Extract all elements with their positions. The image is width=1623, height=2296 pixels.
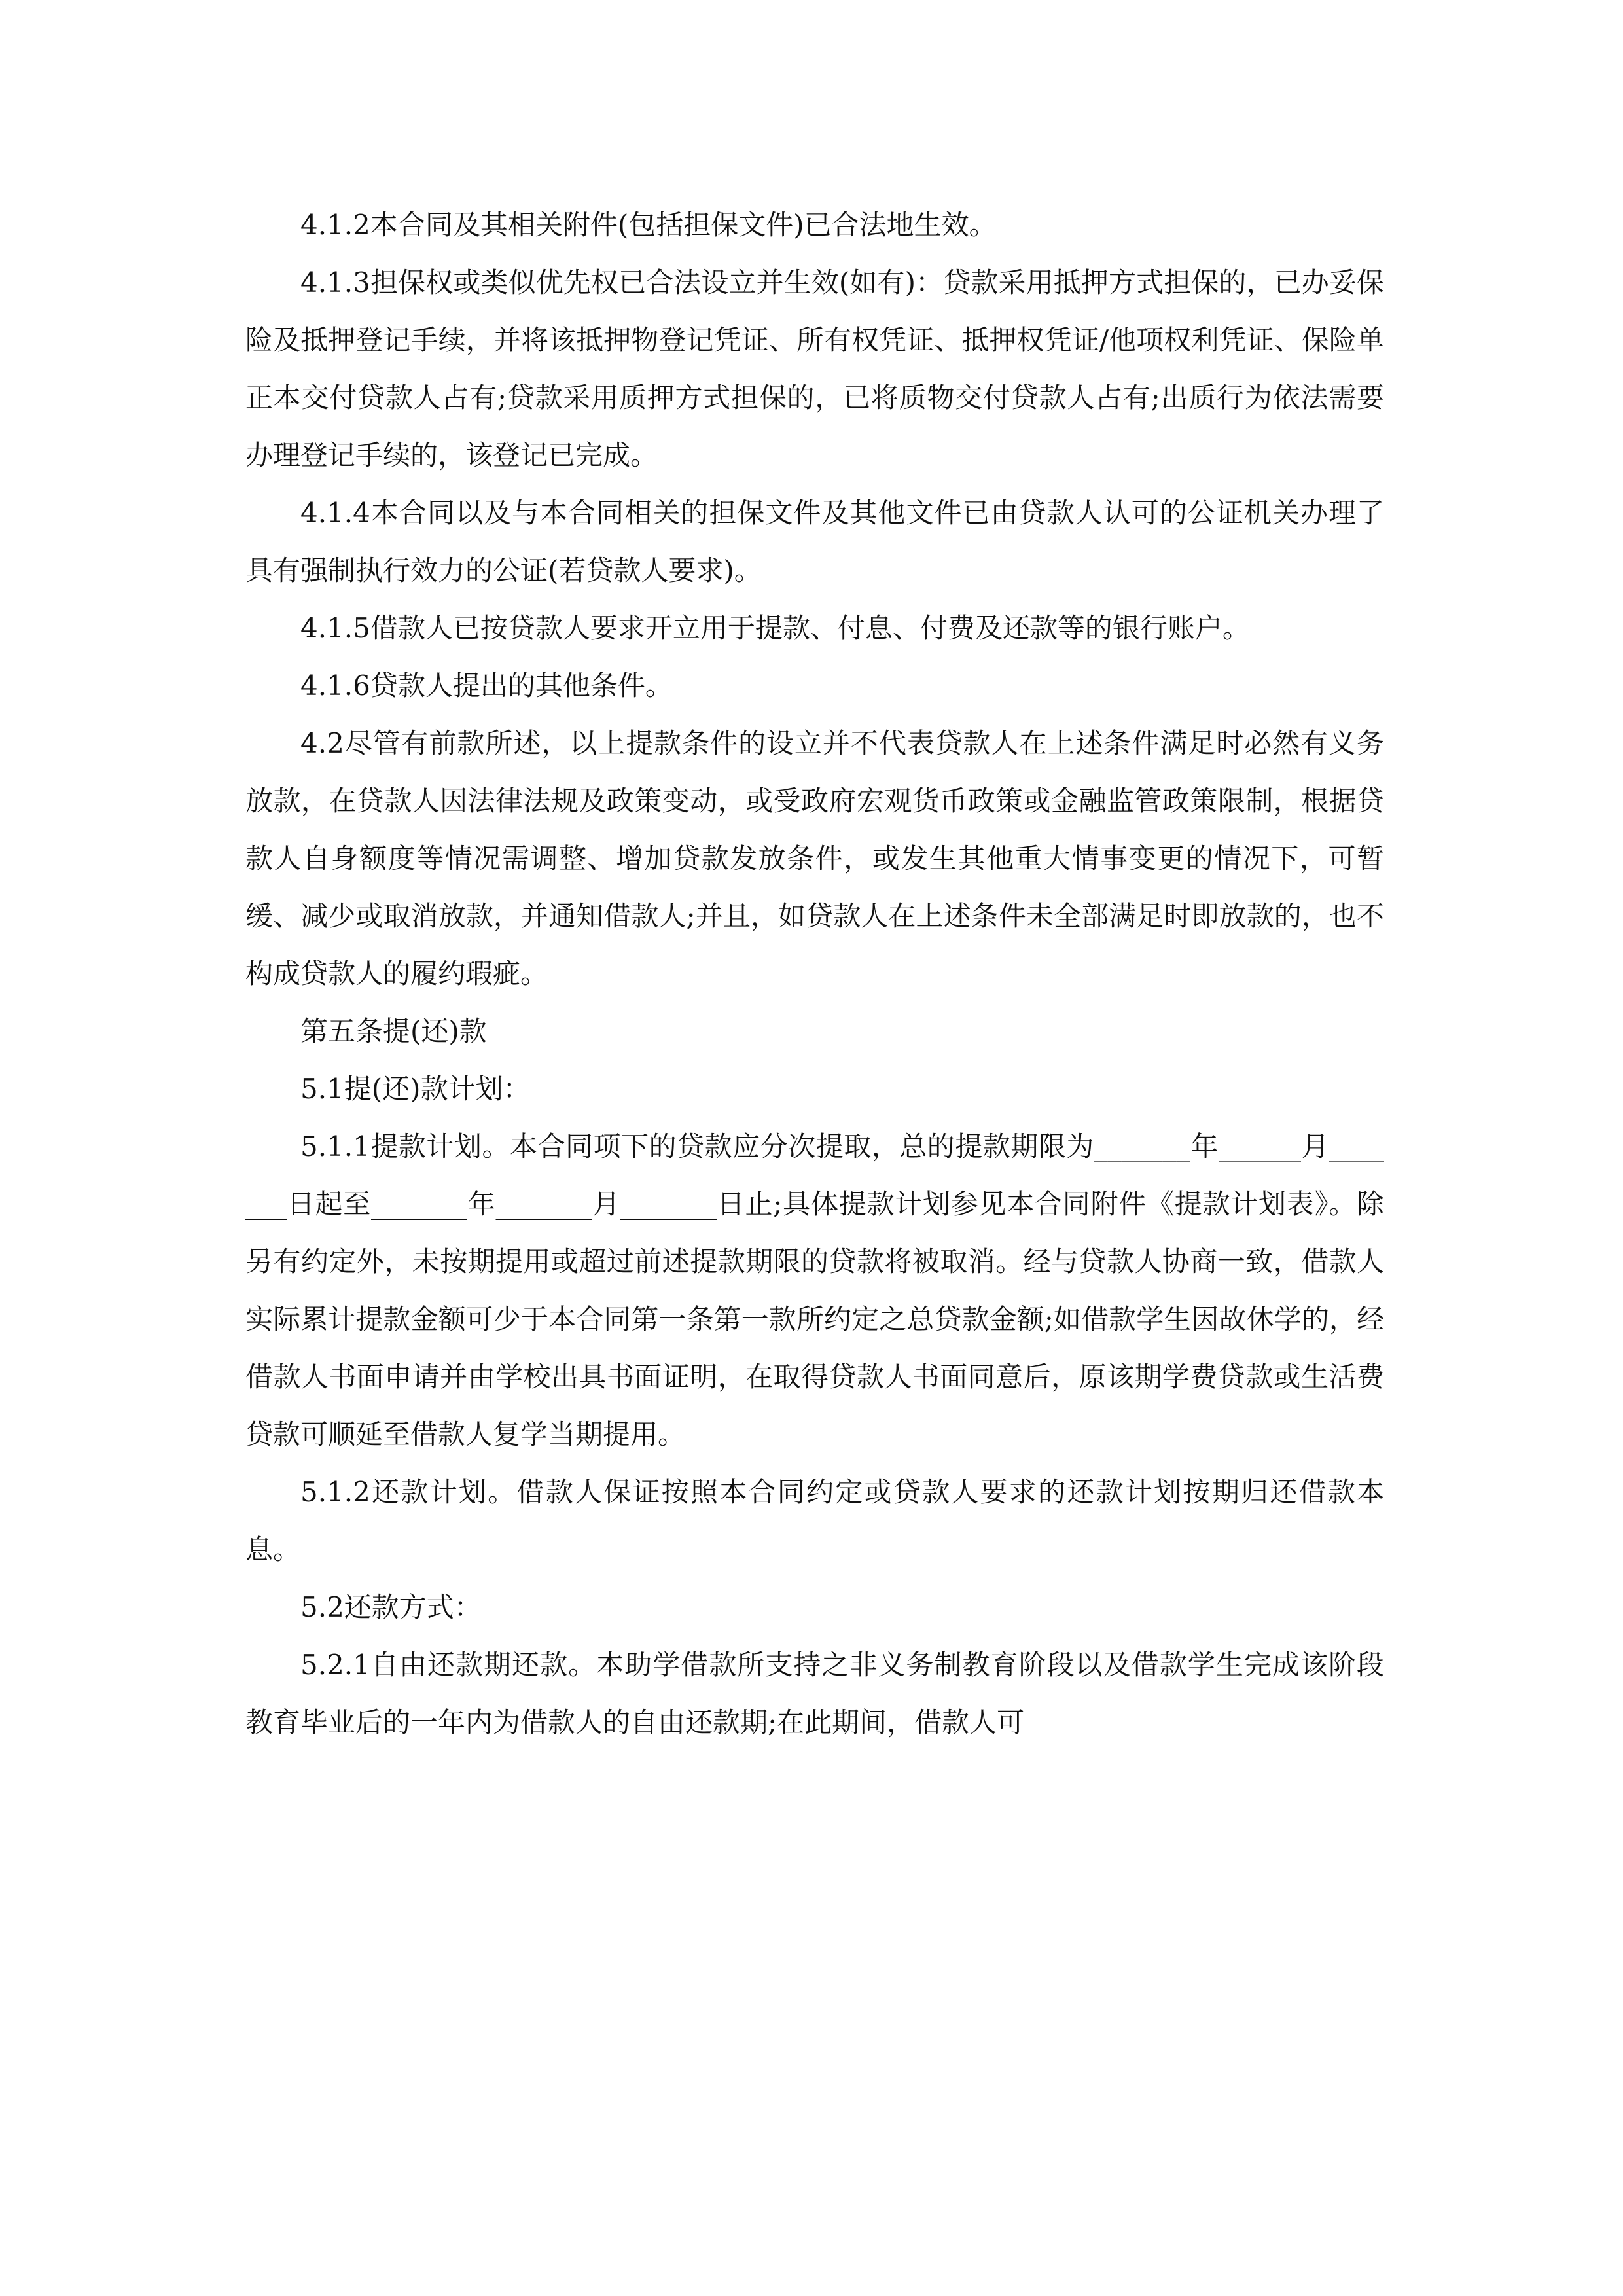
clause-5-1-2: 5.1.2还款计划。借款人保证按照本合同约定或贷款人要求的还款计划按期归还借款本息。: [245, 1476, 1384, 1566]
clause-5-2-1: 5.2.1自由还款期还款。本助学借款所支持之非义务制教育阶段以及借款学生完成该阶段教育毕业后的一年内为借款人的自由还款期;在此期间，借款人可: [245, 1649, 1384, 1738]
clause-4-1-5: 4.1.5借款人已按贷款人要求开立用于提款、付息、付费及还款等的银行账户。: [300, 612, 1250, 644]
clause-5-2: 5.2还款方式：: [300, 1591, 482, 1623]
clause-5-1: 5.1提(还)款计划：: [300, 1073, 531, 1105]
document-body: [245, 196, 1384, 1751]
article-5-heading: 第五条提(还)款: [300, 1015, 487, 1047]
clause-4-1-2: 4.1.2本合同及其相关附件(包括担保文件)已合法地生效。: [300, 209, 997, 241]
clause-4-1-3: 4.1.3担保权或类似优先权已合法设立并生效(如有)：贷款采用抵押方式担保的，已办妥保险及抵押登记手续，并将该抵押物登记凭证、所有权凭证、抵押权凭证/他项权利凭证、保险单正本交付贷款人占有;贷款采用质押方式担保的，已将质物交付贷款人占有;出质行为依法需要办理登记手续的，该登记已完成。: [245, 266, 1384, 471]
clause-5-1-1: 5.1.1提款计划。本合同项下的贷款应分次提取，总的提款期限为_______年______月_______日起至_______年_______月_______日止;具体提款计划参见本合同附件《提款计划表》。除另有约定外，未按期提用或超过前述提款期限的贷款将被取消。经与贷款人协商一致，借款人实际累计提款金额可少于本合同第一条第一款所约定之总贷款金额;如借款学生因故休学的，经借款人书面申请并由学校出具书面证明，在取得贷款人书面同意后，原该期学费贷款或生活费贷款可顺延至借款人复学当期提用。: [245, 1130, 1384, 1450]
clause-4-1-6: 4.1.6贷款人提出的其他条件。: [300, 670, 673, 702]
clause-4-2: 4.2尽管有前款所述，以上提款条件的设立并不代表贷款人在上述条件满足时必然有义务放款，在贷款人因法律法规及政策变动，或受政府宏观货币政策或金融监管政策限制，根据贷款人自身额度等情况需调整、增加贷款发放条件，或发生其他重大情事变更的情况下，可暂缓、减少或取消放款，并通知借款人;并且，如贷款人在上述条件未全部满足时即放款的，也不构成贷款人的履约瑕疵。: [245, 727, 1384, 990]
clause-4-1-4: 4.1.4本合同以及与本合同相关的担保文件及其他文件已由贷款人认可的公证机关办理了具有强制执行效力的公证(若贷款人要求)。: [245, 497, 1384, 586]
